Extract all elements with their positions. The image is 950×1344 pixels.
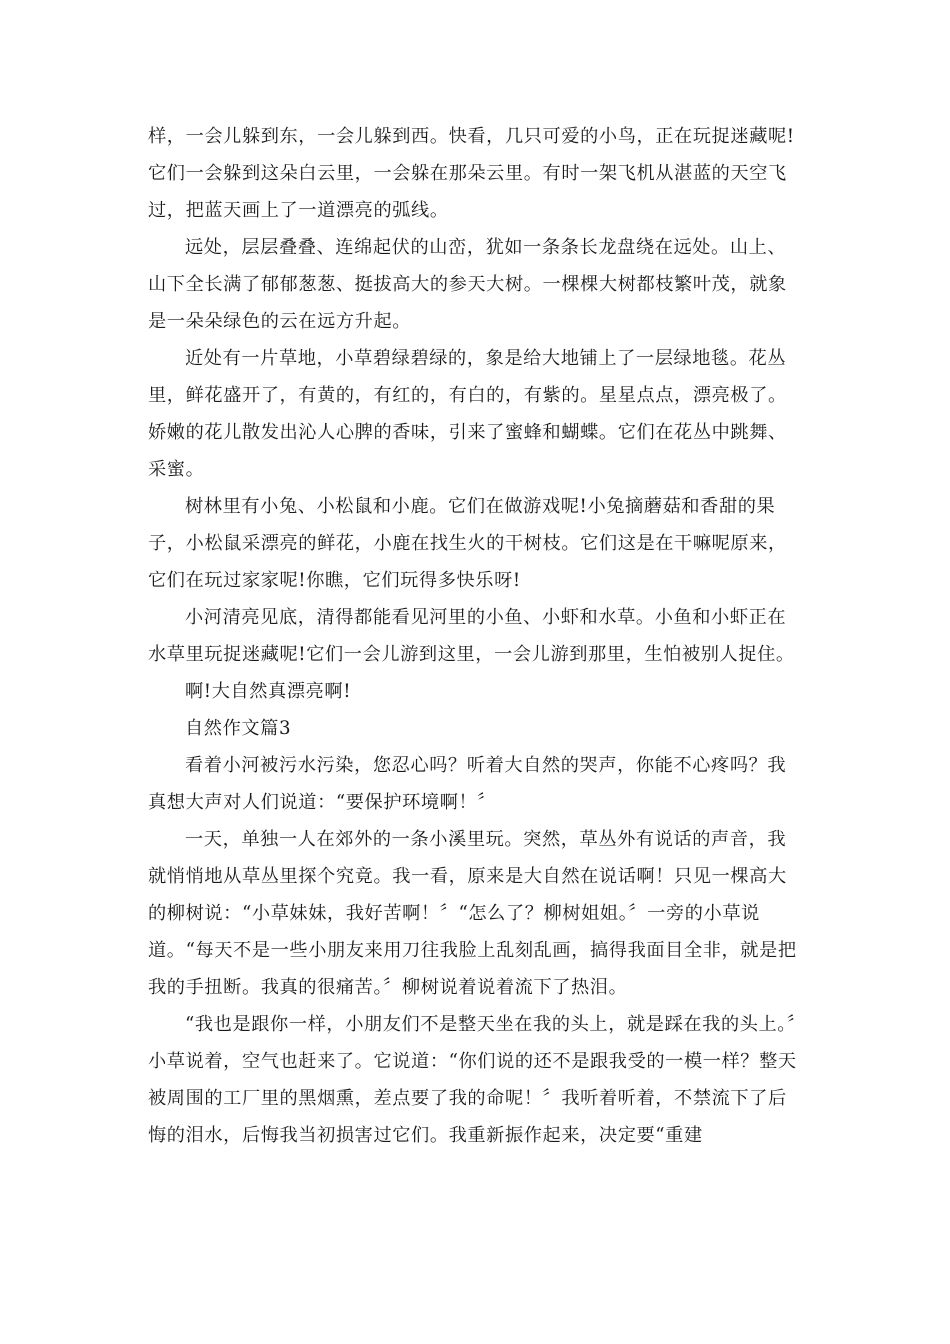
document-body: [148, 118, 802, 1154]
paragraph-grass-dialogue: “我也是跟你一样，小朋友们不是整天坐在我的头上，就是踩在我的头上。〞小草说着，空气也赶来了。它说道：“你们说的还不是跟我受的一模一样？整天被周围的工厂里的黑烟熏，差点要了我的命呢！〞我听着听着，不禁流下了后悔的泪水，后悔我当初损害过它们。我重新振作起来，决定要“重建: [148, 1014, 797, 1146]
paragraph-willow-dialogue: 一天，单独一人在郊外的一条小溪里玩。突然，草丛外有说话的声音，我就悄悄地从草丛里探个究竟。我一看，原来是大自然在说话啊！只见一棵高大的柳树说：“小草妹妹，我好苦啊！〞“怎么了？柳树姐姐。〞一旁的小草说道。“每天不是一些小朋友来用刀往我脸上乱刻乱画，搞得我面目全非，就是把我的手扭断。我真的很痛苦。〞柳树说着说着流下了热泪。: [148, 829, 797, 998]
paragraph-forest: 树林里有小兔、小松鼠和小鹿。它们在做游戏呢!小兔摘蘑菇和香甜的果子，小松鼠采漂亮的鲜花，小鹿在找生火的干树枝。它们这是在干嘛呢原来，它们在玩过家家呢!你瞧，它们玩得多快乐呀!: [148, 496, 787, 591]
paragraph-river: 小河清亮见底，清得都能看见河里的小鱼、小虾和水草。小鱼和小虾正在水草里玩捉迷藏呢!它们一会儿游到这里，一会儿游到那里，生怕被别人捉住。: [148, 607, 795, 665]
paragraph-polluted-river: 看着小河被污水污染，您忍心吗？听着大自然的哭声，你能不心疼吗？我真想大声对人们说道：“要保护环境啊！〞: [148, 755, 787, 813]
paragraph-mountains: 远处，层层叠叠、连绵起伏的山峦，犹如一条条长龙盘绕在远处。山上、山下全长满了郁郁葱葱、挺拔高大的参天大树。一棵棵大树都枝繁叶茂，就象是一朵朵绿色的云在远方升起。: [148, 237, 787, 332]
paragraph-exclamation: 啊!大自然真漂亮啊!: [185, 681, 352, 702]
paragraph-grassland: 近处有一片草地，小草碧绿碧绿的，象是给大地铺上了一层绿地毯。花丛里，鲜花盛开了，有黄的，有红的，有白的，有紫的。星星点点，漂亮极了。娇嫩的花儿散发出沁人心脾的香味，引来了蜜蜂和蝴蝶。它们在花丛中跳舞、采蜜。: [148, 348, 787, 480]
paragraph-continued: 样，一会儿躲到东，一会儿躲到西。快看，几只可爱的小鸟，正在玩捉迷藏呢!它们一会躲到这朵白云里，一会躲在那朵云里。有时一架飞机从湛蓝的天空飞过，把蓝天画上了一道漂亮的弧线。: [148, 126, 795, 221]
section-heading: 自然作文篇3: [185, 718, 292, 739]
